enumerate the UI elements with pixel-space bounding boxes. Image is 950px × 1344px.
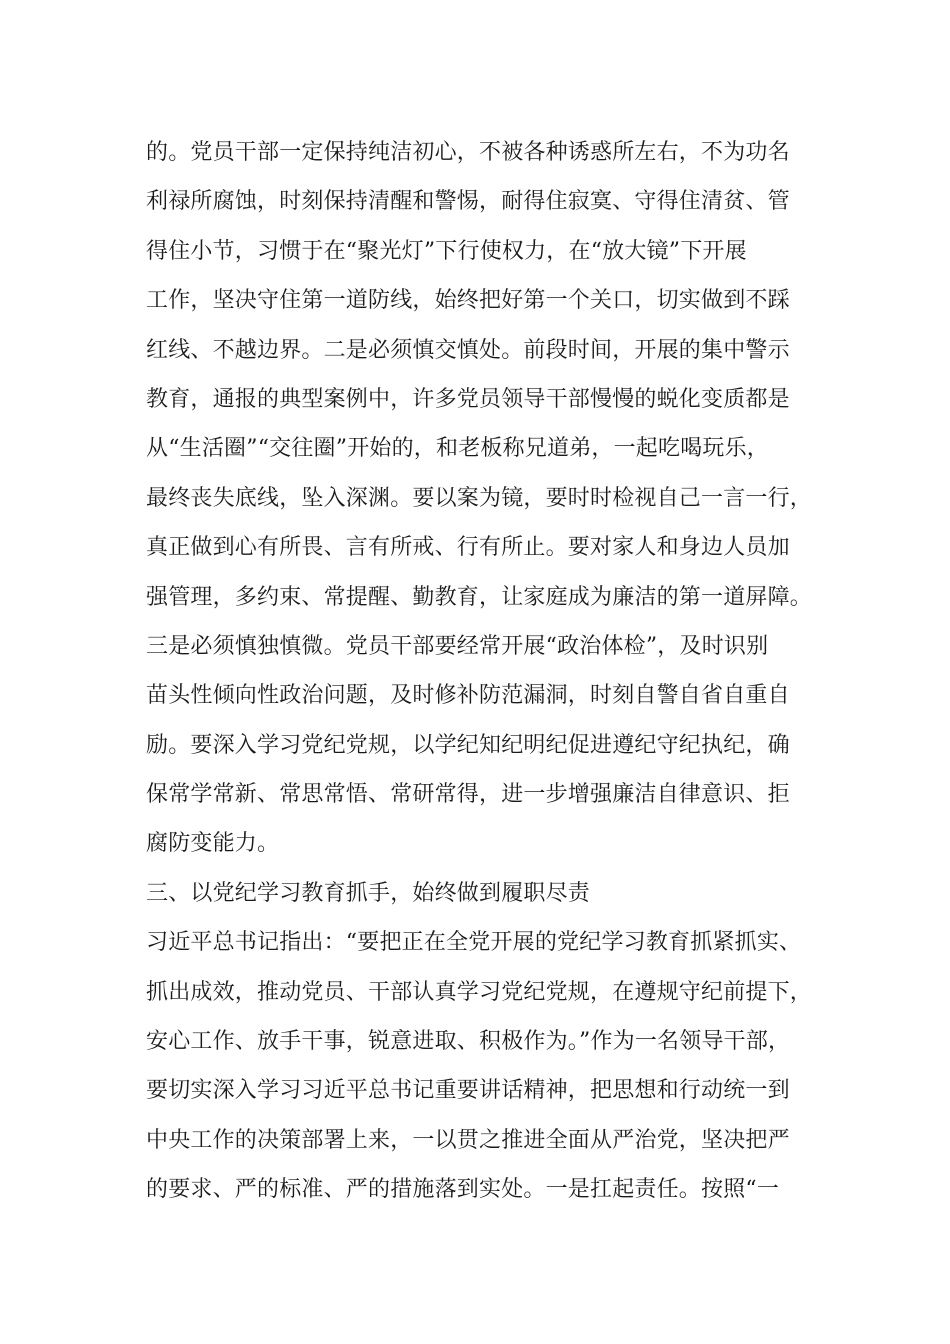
text-line: 苗头性倾向性政治问题，及时修补防范漏洞，时刻自警自省自重自: [146, 683, 790, 709]
text-line: 利禄所腐蚀，时刻保持清醒和警惕，耐得住寂寞、守得住清贫、管: [146, 189, 790, 215]
text-line: 红线、不越边界。二是必须慎交慎处。前段时间，开展的集中警示: [146, 337, 790, 363]
text-line: 励。要深入学习党纪党规，以学纪知纪明纪促进遵纪守纪执纪，确: [146, 732, 790, 758]
text-line: 最终丧失底线，坠入深渊。要以案为镜，要时时检视自己一言一行，: [146, 485, 813, 511]
text-line: 抓出成效，推动党员、干部认真学习党纪党规，在遵规守纪前提下，: [146, 979, 813, 1005]
body-text: [146, 128, 836, 1215]
text-line: 真正做到心有所畏、言有所戒、行有所止。要对家人和身边人员加: [146, 535, 790, 561]
text-line: 强管理，多约束、常提醒、勤教育，让家庭成为廉洁的第一道屏障。: [146, 584, 813, 610]
text-line: 工作，坚决守住第一道防线，始终把好第一个关口，切实做到不踩: [146, 288, 790, 314]
text-line: 中央工作的决策部署上来，一以贯之推进全面从严治党，坚决把严: [146, 1127, 790, 1153]
text-line: 从“生活圈”“交往圈”开始的，和老板称兄道弟，一起吃喝玩乐，: [146, 436, 769, 462]
text-line: 得住小节，习惯于在“聚光灯”下行使权力，在“放大镜”下开展: [146, 238, 747, 264]
text-line: 教育，通报的典型案例中，许多党员领导干部慢慢的蜕化变质都是: [146, 386, 790, 412]
text-line: 习近平总书记指出：“要把正在全党开展的党纪学习教育抓紧抓实、: [146, 930, 802, 956]
text-line: 要切实深入学习习近平总书记重要讲话精神，把思想和行动统一到: [146, 1078, 790, 1104]
text-line: 的。党员干部一定保持纯洁初心，不被各种诱惑所左右，不为功名: [146, 140, 790, 165]
text-line: 安心工作、放手干事，锐意进取、积极作为。”作为一名领导干部，: [146, 1029, 791, 1055]
text-line: 腐防变能力。: [146, 831, 280, 857]
text-line: 的要求、严的标准、严的措施落到实处。一是扛起责任。按照“一: [146, 1177, 780, 1203]
section-heading: 三、以党纪学习教育抓手，始终做到履职尽责: [146, 880, 591, 906]
text-line: 保常学常新、常思常悟、常研常得，进一步增强廉洁自律意识、拒: [146, 782, 790, 808]
text-line: 三是必须慎独慎微。党员干部要经常开展“政治体检”，及时识别: [146, 633, 769, 659]
